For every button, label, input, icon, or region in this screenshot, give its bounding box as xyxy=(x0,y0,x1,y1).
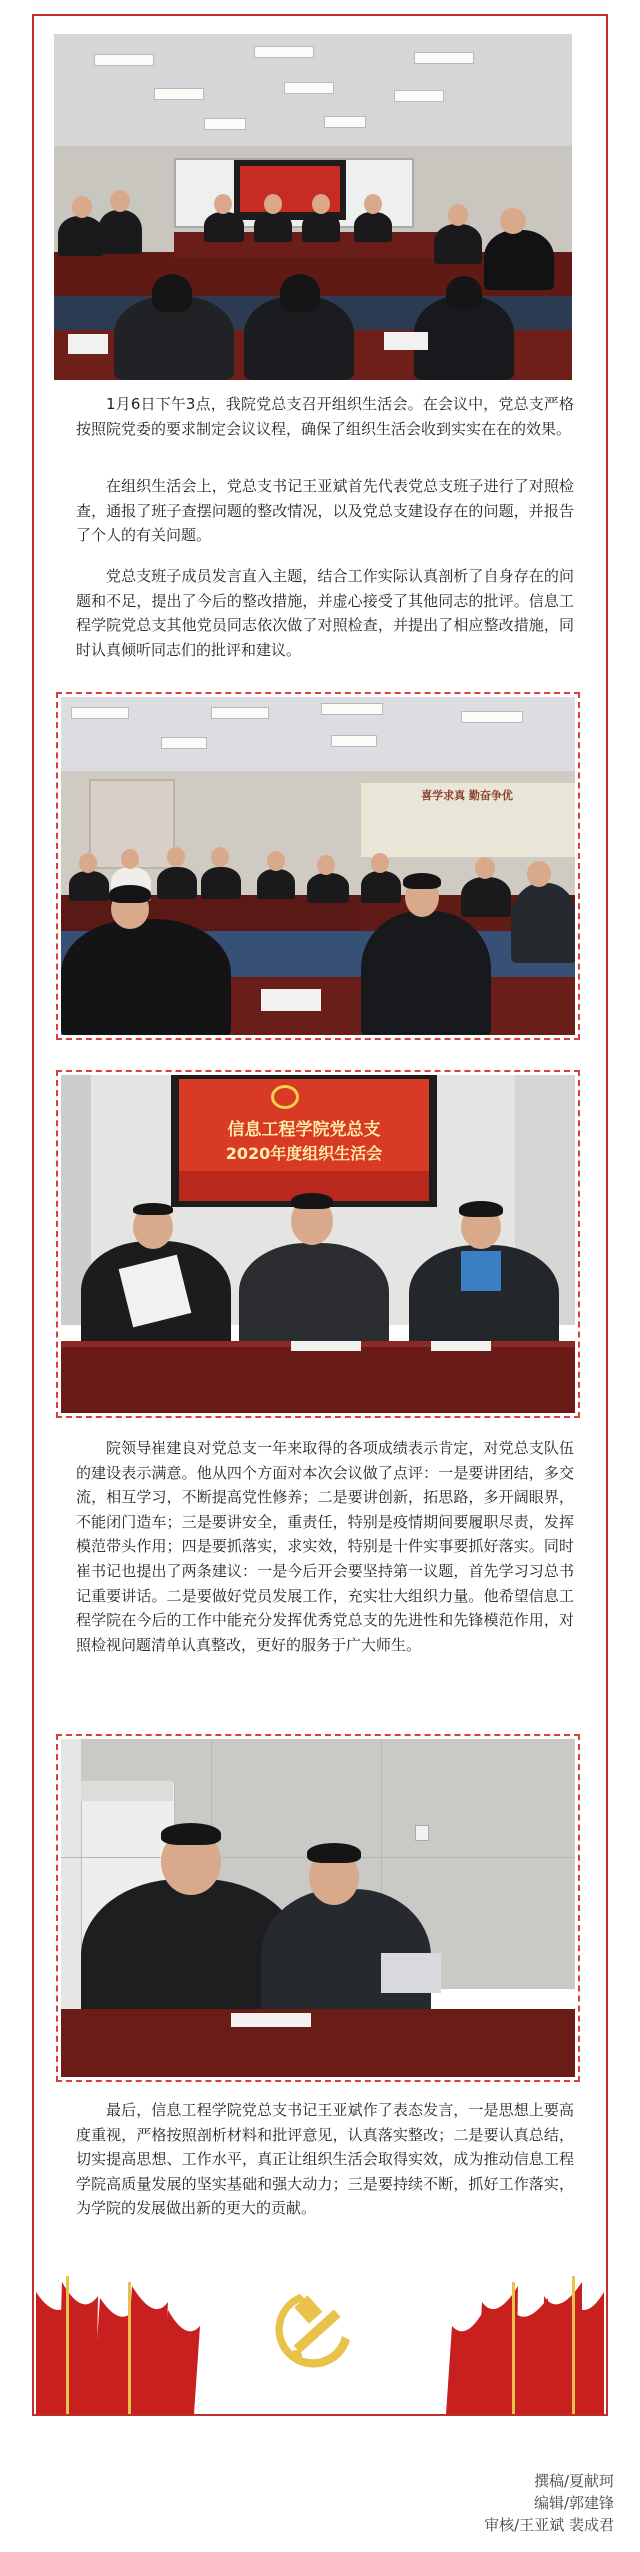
paragraph-3: 党总支班子成员发言直入主题，结合工作实际认真剖析了自身存在的问题和不足，提出了今后的整改措施，并虚心接受了其他同志的批评。信息工程学院党总支其他党员同志依次做了对照检查，并提出了相应整改措施，同时认真倾听同志们的批评和建议。 xyxy=(76,567,574,659)
paragraph-2: 在组织生活会上，党总支书记王亚斌首先代表党总支班子进行了对照检查，通报了班子查摆问题的整改情况，以及党总支建设存在的问题，并报告了个人的有关问题。 xyxy=(76,477,574,545)
paragraph-4: 院领导崔建良对党总支一年来取得的各项成绩表示肯定，对党总支队伍的建设表示满意。他从四个方面对本次会议做了点评：一是要讲团结，多交流，相互学习，不断提高党性修养；二是要讲创新，拓思路，多开阔眼界，不能闭门造车；三是要讲安全，重责任，特别是疫情期间要履职尽责，发挥模范带头作用；四是要抓落实，求实效，特别是十件实事要抓好落实。同时崔书记也提出了两条建议：一是今后开会要坚持第一议题，首先学习习总书记重要讲话。二是要做好党员发展工作，充实壮大组织力量。他希望信息工程学院在今后的工作中能充分发挥优秀党总支的先进性和先锋模范作用，对照检视问题清单认真整改，更好的服务于广大师生。 xyxy=(76,1439,574,1654)
credit-editor: 编辑/郭建锋 xyxy=(533,2494,614,2512)
paragraph-5: 最后，信息工程学院党总支书记王亚斌作了表态发言，一是思想上要高度重视，严格按照剖析材料和批评意见，认真落实整改；二是要认真总结，切实提高思想、工作水平，真正让组织生活会取得实效，成为推动信息工程学院高质量发展的坚实基础和强大动力；三是要持续不断，抓好工作落实，为学院的发展做出新的更大的贡献。 xyxy=(76,2101,574,2218)
meeting-photo-4 xyxy=(56,1734,580,2082)
screen-title-line2: 2020年度组织生活会 xyxy=(225,1144,383,1163)
screen-title-line1: 信息工程学院党总支 xyxy=(227,1120,381,1140)
credit-reviewer: 审核/王亚斌 裴成君 xyxy=(484,2516,614,2534)
credit-author: 撰稿/夏献珂 xyxy=(533,2472,614,2490)
meeting-photo-1 xyxy=(54,34,572,380)
paragraph-1: 1月6日下午3点，我院党总支召开组织生活会。在会议中，党总支严格按照院党委的要求制定会议议程，确保了组织生活会收到实实在在的效果。 xyxy=(76,395,574,438)
meeting-photo-3 xyxy=(56,1070,580,1418)
credits xyxy=(484,2470,614,2536)
party-emblem-footer xyxy=(36,2262,604,2414)
red-flags-emblem-icon xyxy=(36,2262,604,2414)
meeting-photo-2 xyxy=(56,692,580,1040)
wall-slogan: 喜学求真 勤奋争优 xyxy=(421,789,513,802)
